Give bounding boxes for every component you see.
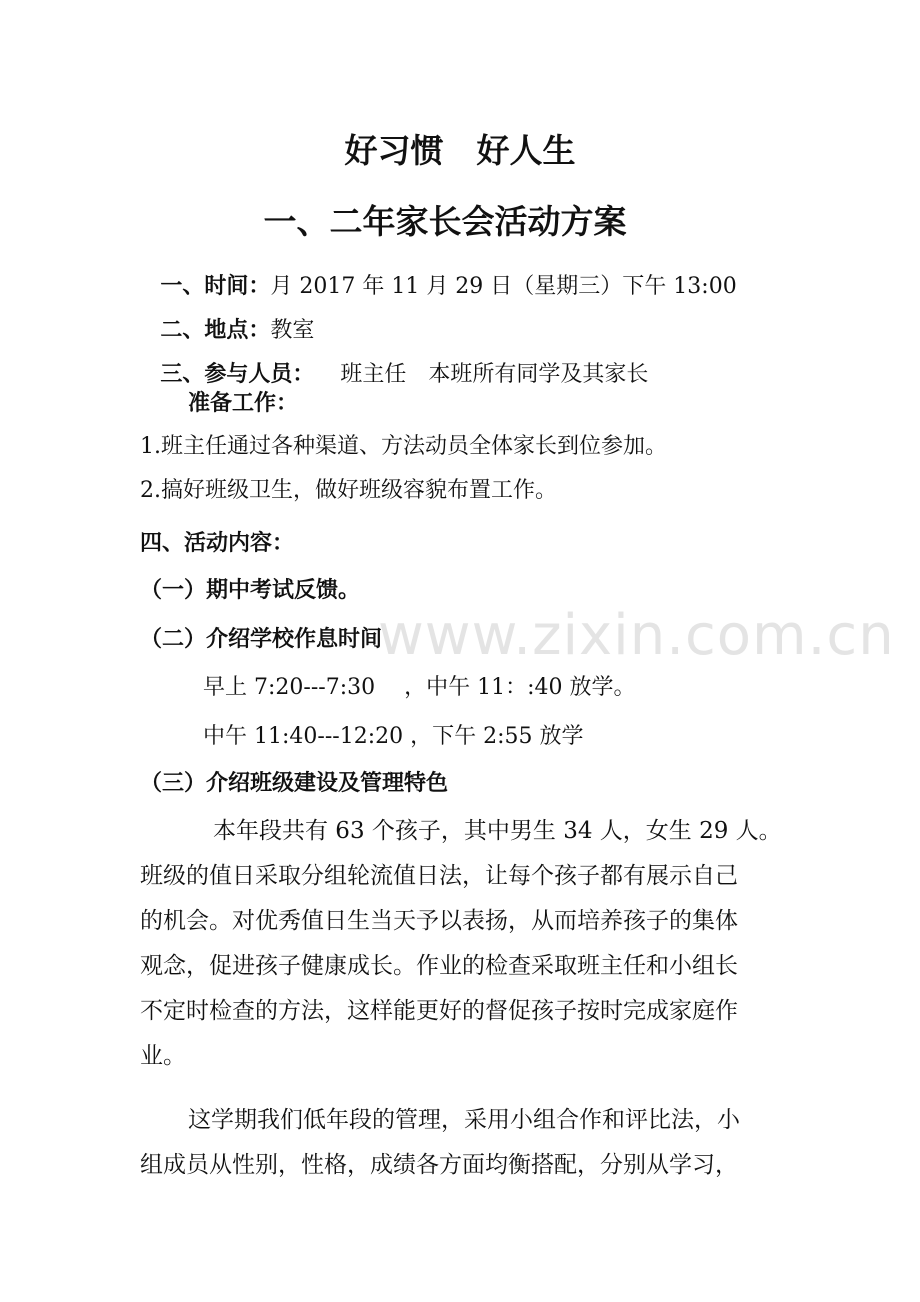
item-2: （二）介绍学校作息时间: [140, 627, 383, 652]
watermark: www.zixin.com.cn: [378, 603, 895, 668]
document-title: 好习惯 好人生: [344, 131, 576, 170]
paragraph-1-line: 本年段共有 63 个孩子，其中男生 34 人，女生 29 人。: [213, 818, 782, 844]
time-label: 一、时间：: [160, 274, 271, 299]
item-1: （一）期中考试反馈。: [140, 578, 361, 603]
paragraph-1-line: 的机会。对优秀值日生当天予以表扬，从而培养孩子的集体: [140, 908, 738, 934]
paragraph-2-line: 这学期我们低年段的管理，采用小组合作和评比法，小: [188, 1107, 740, 1133]
prep-label: 准备工作：: [188, 391, 299, 416]
paragraph-1-line: 不定时检查的方法，这样能更好的督促孩子按时完成家庭作: [140, 998, 738, 1024]
people-label: 三、参与人员：: [160, 362, 315, 387]
paragraph-2-line: 组成员从性别，性格，成绩各方面均衡搭配，分别从学习，: [140, 1152, 738, 1178]
paragraph-2: [140, 1098, 785, 1188]
prep-item-2: 2.搞好班级卫生，做好班级容貌布置工作。: [140, 478, 557, 503]
place-label: 二、地点：: [160, 318, 271, 343]
paragraph-1-line: 业。: [140, 1043, 186, 1069]
paragraph-1-line: 班级的值日采取分组轮流值日法，让每个孩子都有展示自己: [140, 863, 738, 889]
people-value: 班主任 本班所有同学及其家长: [340, 362, 649, 387]
paragraph-1: [140, 809, 785, 1079]
schedule-morning: 早上 7:20---7:30 ，中午 11：:40 放学。: [203, 675, 636, 700]
document-subtitle: 一、二年家长会活动方案: [263, 202, 627, 241]
prep-item-1: 1.班主任通过各种渠道、方法动员全体家长到位参加。: [140, 434, 667, 459]
time-value: 月 2017 年 11 月 29 日（星期三）下午 13:00: [270, 274, 737, 299]
item-3: （三）介绍班级建设及管理特色: [140, 771, 449, 796]
content-label: 四、活动内容：: [140, 531, 295, 556]
place-value: 教室: [270, 318, 315, 343]
schedule-noon: 中午 11:40---12:20 ，下午 2:55 放学: [203, 724, 584, 749]
paragraph-1-line: 观念，促进孩子健康成长。作业的检查采取班主任和小组长: [140, 953, 738, 979]
